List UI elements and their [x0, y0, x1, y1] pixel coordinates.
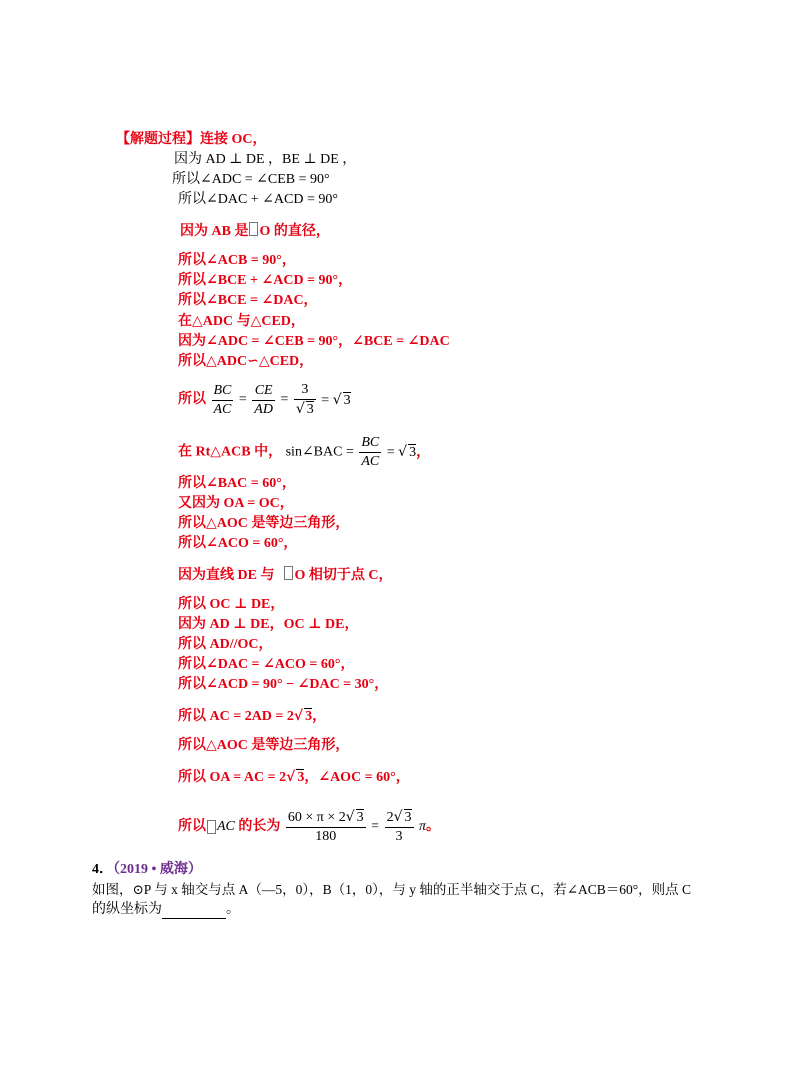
solution-header-text: 连接 OC， — [200, 132, 267, 147]
step-25-suffix: ，∠AOC = 60°， — [304, 770, 410, 785]
step-23-prefix: 所以 AC = 2AD = 2 — [178, 709, 294, 724]
step-26-arc-length: 所以 AC 的长为 $\frac{60 \times \pi \times 2√ 3}{180}$ = $\frac{2√ 3}{3}$ π。 — [178, 809, 441, 844]
step-11-ratio: 所以 $\frac{BC}{AC}$ = $\frac{CE}{AD}$ = $\frac{3}{√ 3}$ = √ 3 — [178, 382, 351, 417]
problem-text-prefix: 的纵坐标为 — [92, 902, 162, 917]
step-21: 所以∠DAC = ∠ACO = 60°， — [178, 657, 355, 672]
step-23-root: 3 — [305, 709, 313, 724]
fraction-arc-formula — [286, 808, 366, 846]
problem-4-text-line-2 — [92, 901, 240, 919]
solution-header — [116, 131, 267, 149]
step-5: 所以∠ACB = 90°， — [178, 253, 296, 268]
problem-number: 4． — [92, 862, 113, 877]
fraction-denominator: 180 — [315, 829, 337, 844]
step-7: 所以∠BCE = ∠DAC， — [178, 293, 318, 308]
fraction-numerator: 2√ 3 — [385, 808, 414, 828]
fraction-ce-ad — [252, 382, 275, 419]
fraction-bc-ac — [212, 382, 234, 419]
step-12-sin: 在 Rt△ACB 中， sin∠BAC = $\frac{BC}{AC}$ = √ 3， — [178, 435, 431, 469]
step-12-sin: sin∠BAC = — [285, 444, 354, 460]
step-14: 又因为 OA = OC， — [178, 496, 294, 511]
step-11-prefix: 所以 — [178, 392, 206, 407]
missing-glyph-icon — [249, 222, 258, 236]
step-22: 所以∠ACD = 90° − ∠DAC = 30°， — [178, 677, 389, 692]
arc-label: AC — [217, 819, 235, 834]
step-12-prefix: 在 Rt△ACB 中， — [178, 444, 283, 460]
step-24: 所以△AOC 是等边三角形， — [178, 738, 350, 753]
fraction-denominator: √ 3 — [295, 401, 314, 417]
fraction-denominator: 3 — [395, 829, 403, 844]
step-1: 因为 AD ⊥ DE ，BE ⊥ DE ， — [174, 152, 357, 167]
step-20: 所以 AD//OC， — [178, 637, 273, 652]
step-26-prefix: 所以 — [178, 819, 206, 834]
result-sqrt: 3 — [343, 392, 351, 408]
problem-source: （2019 • 威海） — [113, 862, 202, 877]
fraction-numerator: 60 × π × 2√ 3 — [286, 808, 366, 828]
solution-header-label: 【解题过程】 — [116, 132, 200, 147]
step-15: 所以△AOC 是等边三角形， — [178, 516, 350, 531]
step-18: 所以 OC ⊥ DE， — [178, 597, 285, 612]
missing-glyph-icon — [284, 566, 293, 580]
step-9: 因为∠ADC = ∠CEB = 90°，∠BCE = ∠DAC — [178, 334, 450, 349]
step-6: 所以∠BCE + ∠ACD = 90°， — [178, 273, 353, 288]
fraction-numerator: BC — [359, 434, 381, 453]
step-8: 在△ADC 与△CED， — [178, 314, 305, 329]
step-17-text-b: O 相切于点 C， — [294, 568, 393, 583]
answer-blank[interactable] — [162, 904, 226, 919]
step-25-prefix: 所以 OA = AC = 2 — [178, 770, 287, 785]
problem-4-text-line-1: 如图，⊙P 与 x 轴交与点 A（—5，0），B（1，0），与 y 轴的正半轴交于点 C，若∠ACB＝60°，则点 C — [92, 882, 692, 897]
step-4-text-a: 因为 AB 是 — [180, 224, 249, 239]
pi-symbol: π — [419, 819, 427, 834]
step-23: 所以 AC = 2AD = 2√ 3， — [178, 708, 327, 724]
step-3: 所以∠DAC + ∠ACD = 90° — [178, 192, 338, 207]
fraction-numerator: 3 — [294, 381, 316, 400]
missing-glyph-icon — [207, 820, 216, 834]
fraction-numerator: BC — [212, 382, 234, 401]
fraction-bc-ac-sin — [359, 434, 381, 471]
step-26-end: 。 — [426, 819, 441, 834]
result-sqrt: 3 — [409, 445, 417, 460]
fraction-denominator: AC — [361, 454, 380, 469]
problem-text-suffix: 。 — [226, 902, 240, 917]
step-4-text-b: O 的直径， — [259, 224, 330, 239]
fraction-3-sqrt3 — [294, 381, 316, 419]
problem-4-heading — [92, 861, 202, 879]
step-13: 所以∠BAC = 60°， — [178, 476, 296, 491]
step-26-mid: 的长为 — [238, 819, 281, 834]
step-10: 所以△ADC∽△CED， — [178, 354, 314, 369]
step-19: 因为 AD ⊥ DE，OC ⊥ DE， — [178, 617, 359, 632]
fraction-denominator: AD — [254, 401, 273, 417]
step-23-suffix: ， — [312, 709, 327, 724]
fraction-numerator: CE — [252, 382, 275, 401]
step-4 — [180, 222, 330, 241]
fraction-arc-result — [385, 808, 414, 846]
step-25-root: 3 — [297, 770, 305, 785]
step-17 — [178, 566, 392, 585]
step-16: 所以∠ACO = 60°， — [178, 536, 298, 551]
fraction-denominator: AC — [213, 401, 232, 417]
step-25: 所以 OA = AC = 2√ 3，∠AOC = 60°， — [178, 769, 410, 785]
step-2: 所以∠ADC = ∠CEB = 90° — [172, 172, 330, 187]
step-17-text-a: 因为直线 DE 与 — [178, 568, 275, 583]
